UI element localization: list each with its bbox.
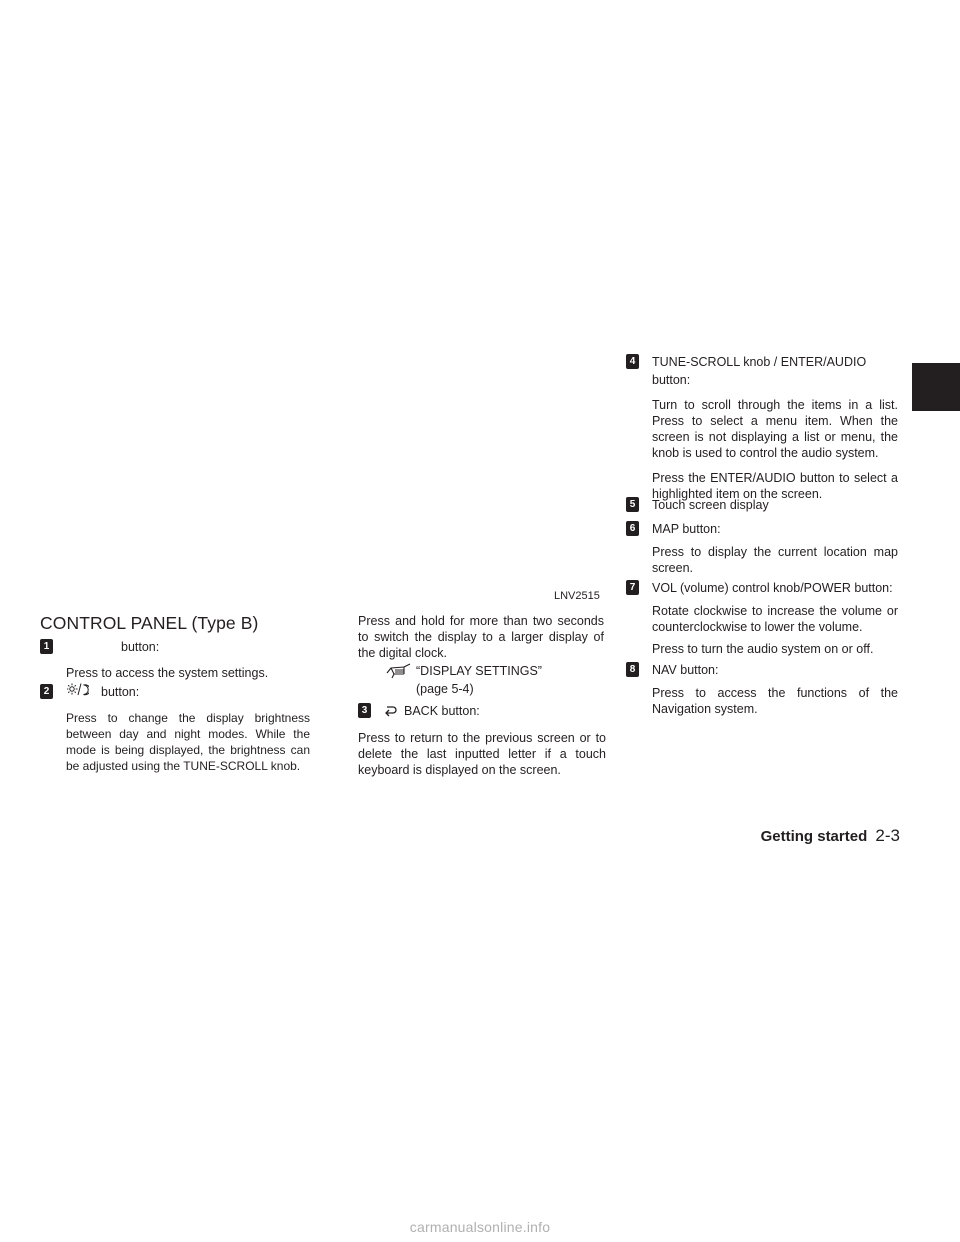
- item-6: [626, 520, 898, 576]
- item-body: Rotate clockwise to increase the volume or counterclockwise to lower the volume.: [652, 604, 898, 634]
- item-label: MAP button:: [652, 522, 721, 536]
- item-4: [626, 353, 898, 502]
- item-label: TUNE-SCROLL knob / ENTER/AUDIO button:: [652, 355, 867, 387]
- item-8: [626, 661, 898, 717]
- item-5: [626, 496, 898, 514]
- section-title: CONTROL PANEL (Type B): [40, 613, 259, 633]
- chapter-tab: [912, 363, 960, 411]
- item-7: [626, 579, 898, 657]
- item-number: 8: [626, 662, 639, 677]
- item-number: 7: [626, 580, 639, 595]
- item-label: Touch screen display: [652, 498, 769, 512]
- reference-title: “DISPLAY SETTINGS”: [416, 664, 542, 678]
- item-label: VOL (volume) control knob/POWER button:: [652, 581, 893, 595]
- item-label: button:: [101, 685, 140, 699]
- item-body: Turn to scroll through the items in a list. Press to select a menu item. When the screen is not displaying a list or menu, the knob is used to control the audio system.: [652, 398, 898, 460]
- item-body: Press to access the system settings.: [66, 666, 269, 680]
- watermark: carmanualsonline.info: [409, 1219, 551, 1235]
- item-body: Press to return to the previous screen or to delete the last inputted letter if a touch keyboard is displayed on the screen.: [358, 731, 606, 777]
- figure-label: LNV2515: [554, 590, 600, 602]
- item-1: [40, 638, 310, 681]
- brightness-day-night-icon: [67, 681, 89, 699]
- item-body: Press to access the functions of the Navigation system.: [652, 686, 898, 716]
- item-number: 5: [626, 497, 639, 512]
- item-body: Press to display the current location map screen.: [652, 545, 898, 575]
- footer-page-number: 2-3: [875, 826, 900, 845]
- page-footer: [761, 826, 900, 846]
- cross-reference: [386, 663, 606, 697]
- item-3: [358, 702, 606, 778]
- footer-section: Getting started: [760, 828, 868, 845]
- item-body: Press the ENTER/AUDIO button to select a highlighted item on the screen.: [652, 471, 898, 501]
- item-label: NAV button:: [652, 663, 719, 677]
- continued-text: Press and hold for more than two seconds to switch the display to a larger display of the digital clock.: [358, 614, 604, 660]
- reference-page: (page 5-4): [416, 682, 474, 696]
- reference-hand-icon: [386, 661, 412, 684]
- item-number: 4: [626, 354, 639, 369]
- item-number: 2: [40, 684, 53, 699]
- item-number: 6: [626, 521, 639, 536]
- item-2: [40, 683, 310, 774]
- item-body: Press to change the display brightness between day and night modes. While the mode is being displayed, the brightness can be adjusted using the TUNE-SCROLL knob.: [66, 711, 310, 773]
- item-label: BACK button:: [404, 704, 480, 718]
- item-number: 1: [40, 639, 53, 654]
- item-body: Press to turn the audio system on or off.: [652, 642, 874, 656]
- item-number: 3: [358, 703, 371, 718]
- back-arrow-icon: [384, 702, 398, 720]
- item-label: button:: [121, 640, 160, 654]
